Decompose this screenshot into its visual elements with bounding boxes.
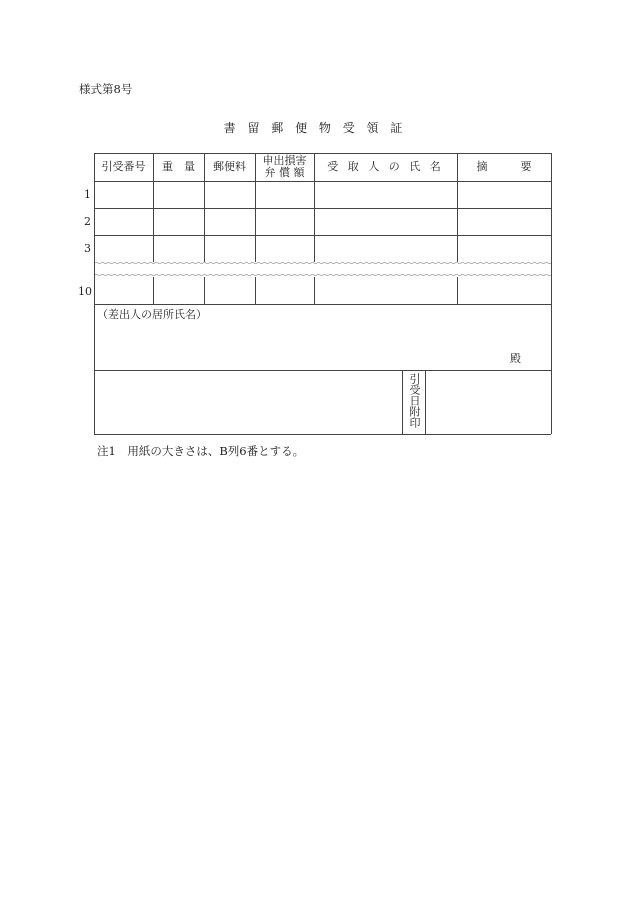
sender-honorific: 殿 bbox=[510, 352, 521, 365]
sender-label: （差出人の居所氏名） bbox=[97, 308, 207, 321]
footnote: 注1 用紙の大きさは、B列6番とする。 bbox=[97, 444, 305, 458]
acceptance-stamp-label: 引受日附印 bbox=[408, 373, 421, 428]
header-compensation-line1: 申出損害 bbox=[262, 154, 307, 167]
header-compensation bbox=[255, 153, 314, 181]
form-number: 様式第8号 bbox=[79, 82, 133, 96]
header-receipt-number: 引受番号 bbox=[101, 160, 146, 173]
row-number: 3 bbox=[84, 242, 91, 255]
header-recipient-name: 受 取 人 の 氏 名 bbox=[327, 160, 444, 173]
header-remarks: 摘 要 bbox=[476, 160, 532, 173]
header-postage: 郵便料 bbox=[213, 160, 246, 173]
page-title: 書 留 郵 便 物 受 領 証 bbox=[223, 121, 407, 135]
header-weight: 重 量 bbox=[162, 160, 195, 173]
row-number: 2 bbox=[84, 215, 91, 228]
header-compensation-line2: 弁 償 額 bbox=[264, 166, 305, 179]
row-break-wave bbox=[95, 259, 551, 279]
row-number: 10 bbox=[78, 285, 92, 298]
row-number: 1 bbox=[84, 188, 91, 201]
